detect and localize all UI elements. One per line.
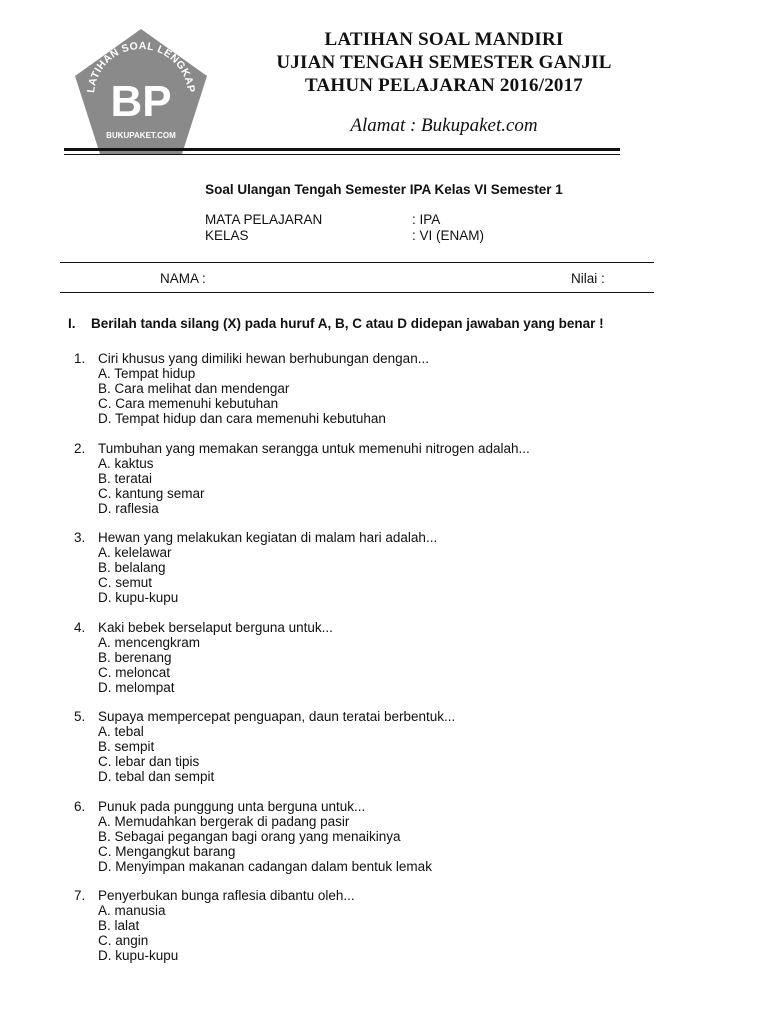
answer-option: A. tebal [98, 724, 144, 739]
answer-option: A. kelelawar [98, 545, 172, 560]
answer-option: C. semut [98, 575, 153, 590]
nama-label: NAMA : [160, 271, 206, 286]
header-divider-thin [64, 154, 620, 155]
exam-subtitle: Soal Ulangan Tengah Semester IPA Kelas VI Semester 1 [205, 182, 563, 197]
answer-option: D. tebal dan sempit [98, 769, 215, 784]
nilai-label: Nilai : [571, 271, 605, 286]
meta-value: : VI (ENAM) [412, 228, 485, 243]
question-number: 7. [74, 888, 86, 903]
header-address: Alamat : Bukupaket.com [350, 115, 538, 136]
answer-option: C. lebar dan tipis [98, 754, 200, 769]
answer-option: C. kantung semar [98, 485, 205, 501]
name-box-top-line [60, 262, 654, 263]
header-divider-thick [64, 148, 620, 151]
answer-option: B. Cara melihat dan mendengar [98, 381, 290, 396]
question-item [74, 351, 714, 426]
bp-logo [72, 26, 210, 158]
document-header [220, 28, 668, 137]
answer-option: D. melompat [98, 679, 175, 695]
question-text: Kaki bebek berselaput berguna untuk... [98, 619, 333, 635]
question-number: 6. [74, 798, 86, 814]
question-text: Supaya mempercepat penguapan, daun teratai berbentuk... [98, 709, 456, 724]
answer-option: D. Tempat hidup dan cara memenuhi kebutuhan [98, 411, 386, 426]
logo-initials: BP [110, 77, 172, 126]
answer-option: B. teratai [98, 470, 153, 486]
answer-option: B. berenang [98, 649, 172, 665]
meta-key: MATA PELAJARAN [205, 212, 323, 227]
answer-option: B. belalang [98, 560, 166, 575]
question-item [74, 441, 714, 516]
answer-option: C. angin [98, 933, 149, 948]
question-text: Penyerbukan bunga raflesia dibantu oleh... [98, 888, 355, 903]
question-number: 1. [74, 351, 86, 366]
answer-option: A. manusia [98, 903, 166, 918]
answer-option: A. Tempat hidup [98, 366, 196, 381]
question-number: 2. [74, 440, 86, 456]
answer-option: D. raflesia [98, 500, 159, 516]
answer-option: A. kaktus [98, 455, 154, 471]
header-title: LATIHAN SOAL MANDIRI [324, 29, 564, 50]
instruction-number: I. [68, 316, 76, 331]
answer-option: A. mencengkram [98, 634, 201, 650]
logo-site: BUKUPAKET.COM [106, 131, 176, 140]
exam-meta [205, 212, 484, 244]
answer-option: A. Memudahkan bergerak di padang pasir [98, 813, 350, 829]
question-item [74, 888, 714, 963]
answer-option: C. meloncat [98, 664, 171, 680]
question-item [74, 709, 714, 784]
question-list [74, 351, 714, 978]
answer-option: D. Menyimpan makanan cadangan dalam bentuk lemak [98, 858, 432, 874]
question-text: Hewan yang melakukan kegiatan di malam hari adalah... [98, 530, 438, 545]
meta-row [205, 228, 484, 244]
meta-row [205, 212, 484, 228]
meta-key: KELAS [205, 228, 249, 243]
meta-value: : IPA [412, 212, 441, 227]
question-number: 5. [74, 709, 86, 724]
answer-option: D. kupu-kupu [98, 590, 179, 605]
question-text: Tumbuhan yang memakan serangga untuk memenuhi nitrogen adalah... [98, 440, 530, 456]
question-item [74, 799, 714, 874]
answer-option: D. kupu-kupu [98, 948, 179, 963]
answer-option: B. Sebagai pegangan bagi orang yang menaikinya [98, 828, 401, 844]
name-box-bottom-line [60, 292, 654, 293]
logo-arc-text: LATIHAN SOAL LENGKAP [85, 39, 197, 94]
answer-option: B. lalat [98, 918, 140, 933]
question-item [74, 620, 714, 695]
answer-option: C. Mengangkut barang [98, 843, 236, 859]
instruction-text: Berilah tanda silang (X) pada huruf A, B, C atau D didepan jawaban yang benar ! [91, 316, 604, 331]
header-year: TAHUN PELAJARAN 2016/2017 [304, 75, 584, 96]
answer-option: C. Cara memenuhi kebutuhan [98, 396, 279, 411]
question-number: 3. [74, 530, 86, 545]
question-number: 4. [74, 619, 86, 635]
header-exam: UJIAN TENGAH SEMESTER GANJIL [276, 52, 612, 73]
question-item [74, 530, 714, 605]
answer-option: B. sempit [98, 739, 155, 754]
question-text: Ciri khusus yang dimiliki hewan berhubungan dengan... [98, 351, 429, 366]
question-text: Punuk pada punggung unta berguna untuk... [98, 798, 366, 814]
instruction [68, 316, 604, 331]
